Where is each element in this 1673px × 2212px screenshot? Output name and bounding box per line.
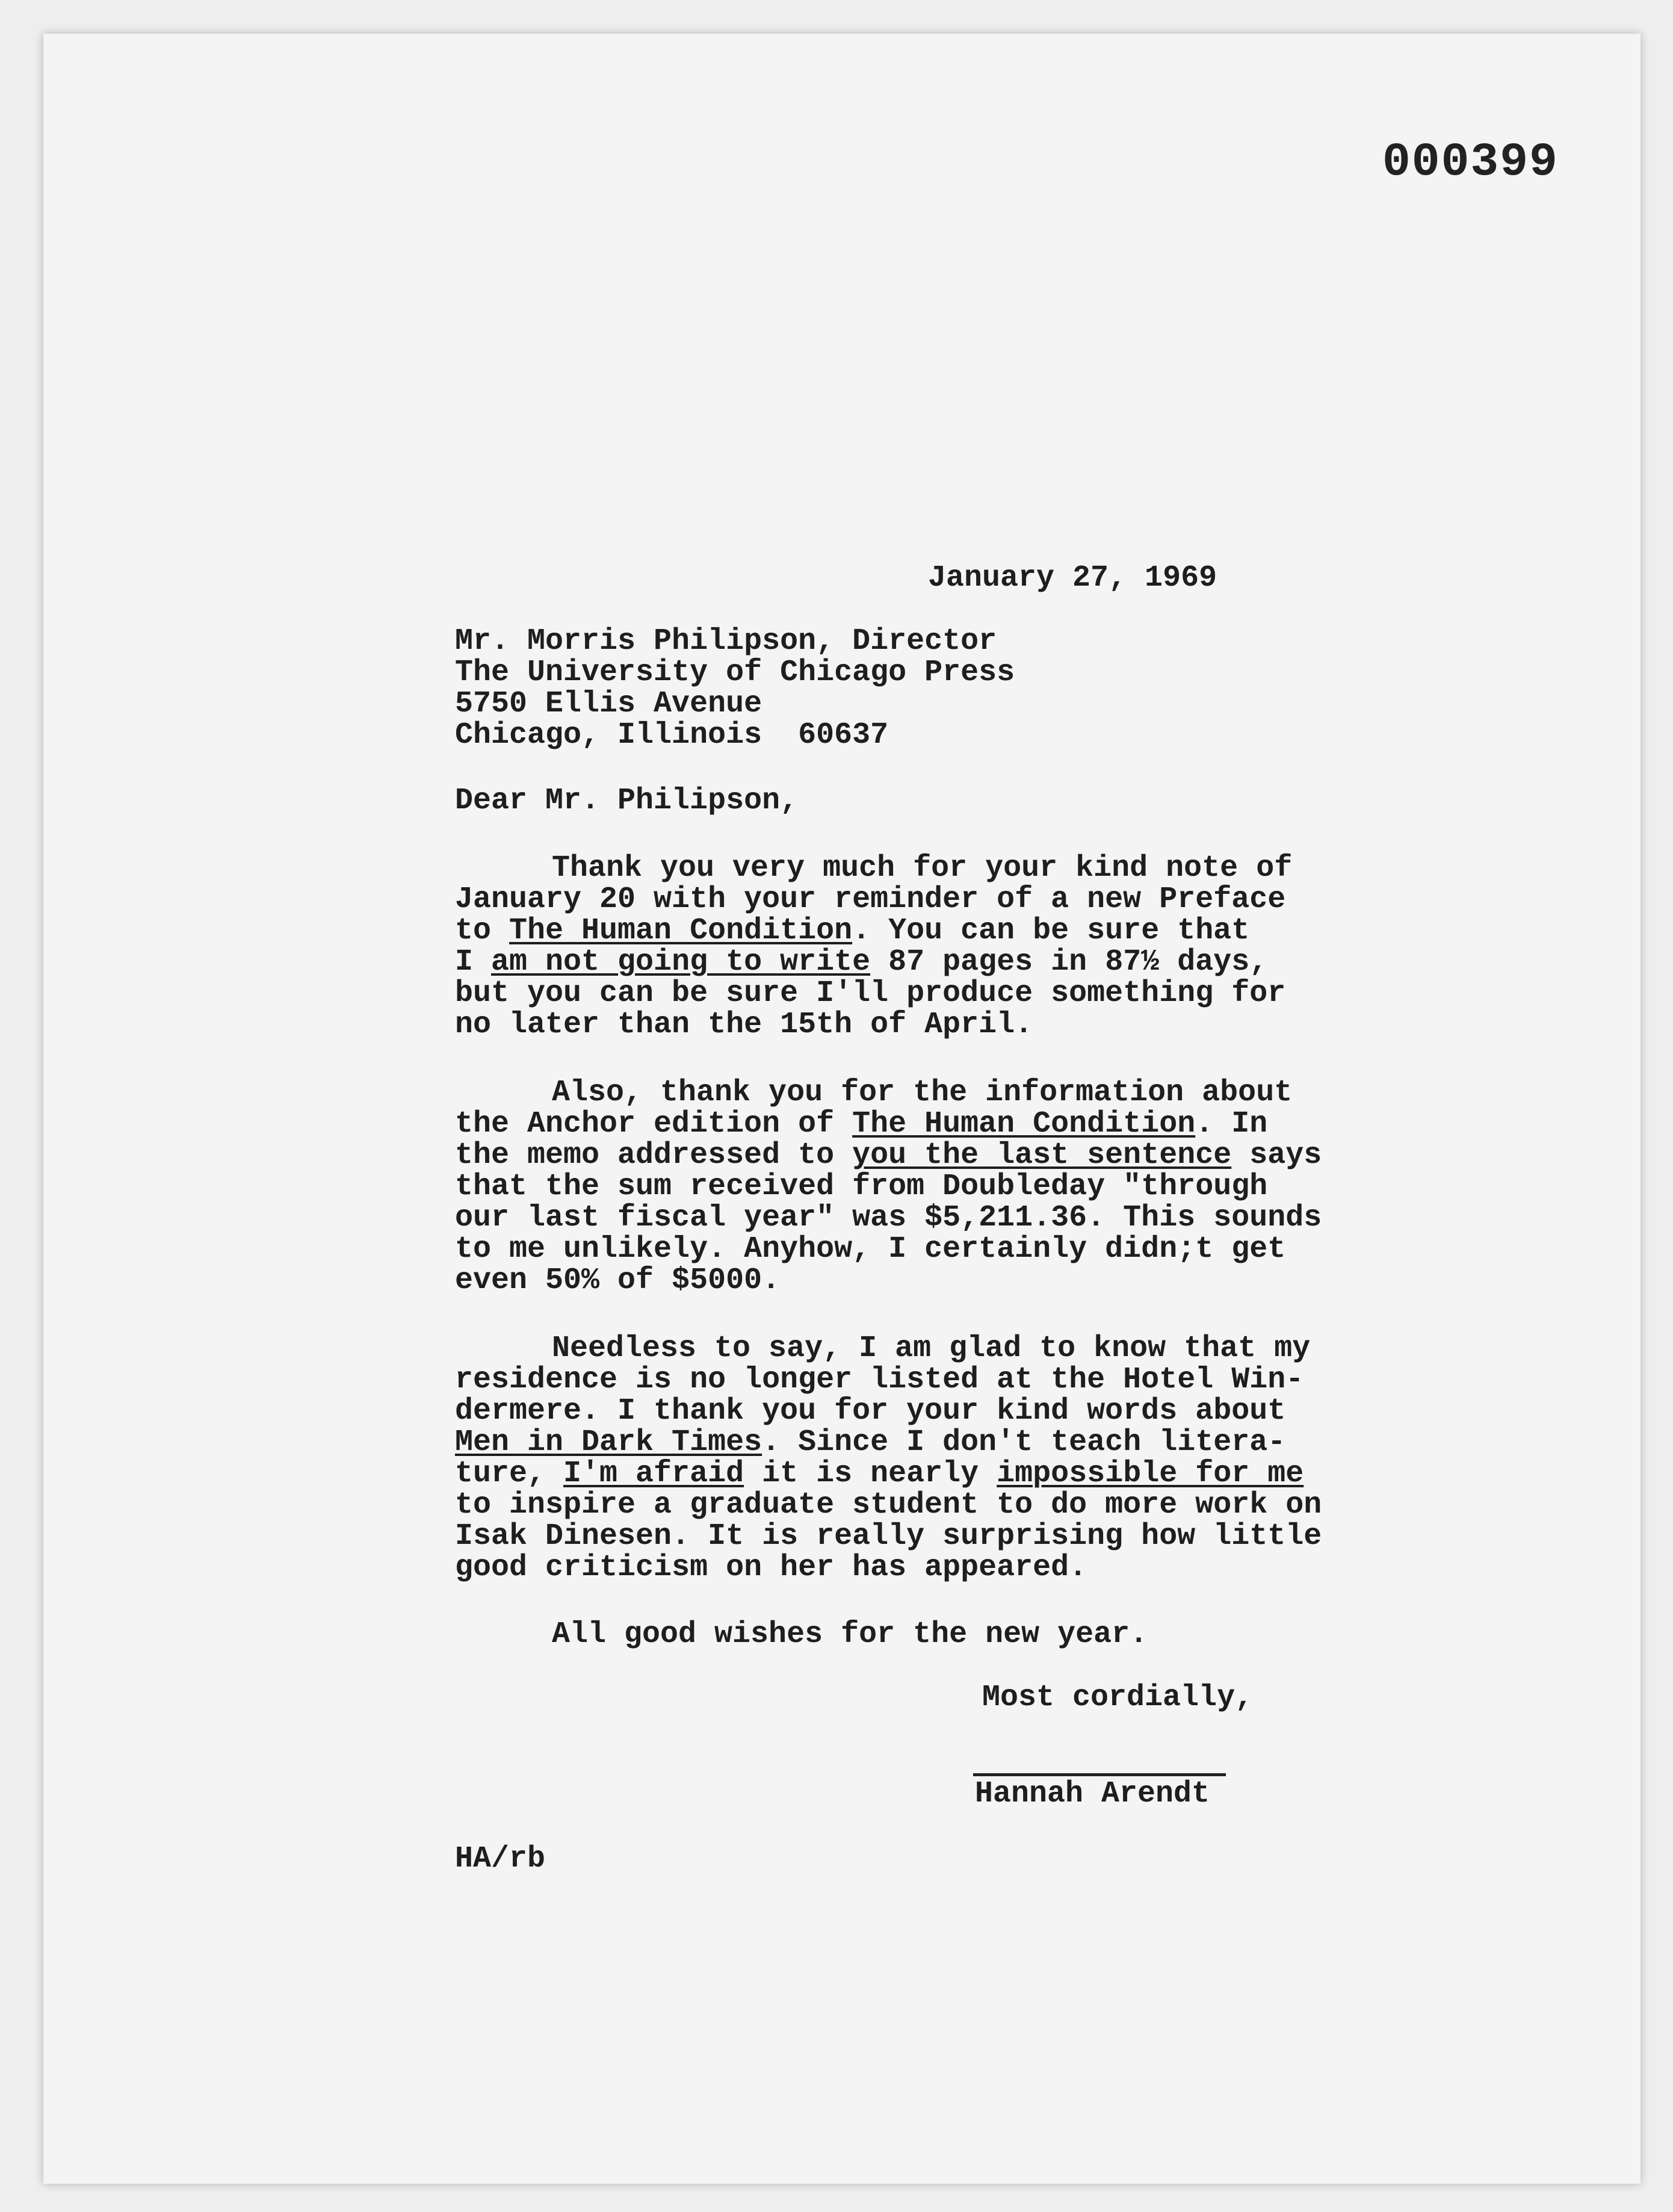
paragraph-1-line-3: to The Human Condition. You can be sure that — [455, 914, 1250, 948]
recipient-line-3: 5750 Ellis Avenue — [455, 687, 762, 721]
paragraph-1-line-6: no later than the 15th of April. — [455, 1008, 1033, 1042]
paragraph-3-line-6: to inspire a graduate student to do more work on — [455, 1488, 1322, 1522]
signature-name: Hannah Arendt — [975, 1777, 1210, 1811]
paragraph-2-line-1: Also, thank you for the information about — [552, 1076, 1293, 1110]
book-title-human-condition: The Human Condition — [509, 914, 853, 948]
paragraph-2-line-7: even 50% of $5000. — [455, 1263, 781, 1298]
recipient-line-1: Mr. Morris Philipson, Director — [455, 624, 997, 658]
paragraph-3-line-5: ture, I'm afraid it is nearly impossible for me — [455, 1457, 1304, 1491]
paragraph-2-line-4: that the sum received from Doubleday "through — [455, 1170, 1268, 1204]
signature-rule — [973, 1773, 1226, 1776]
paragraph-2-line-6: to me unlikely. Anyhow, I certainly didn;t get — [455, 1232, 1286, 1266]
paragraph-3-line-8: good criticism on her has appeared. — [455, 1551, 1087, 1585]
paragraph-2-line-3: the memo addressed to you the last sentence says — [455, 1138, 1322, 1173]
salutation: Dear Mr. Philipson, — [455, 784, 799, 818]
date: January 27, 1969 — [928, 561, 1217, 595]
letter-page — [43, 34, 1641, 2184]
typist-initials: HA/rb — [455, 1842, 546, 1876]
paragraph-3-line-1: Needless to say, I am glad to know that my — [552, 1331, 1311, 1366]
paragraph-2-line-5: our last fiscal year" was $5,211.36. This sounds — [455, 1201, 1322, 1235]
recipient-line-2: The University of Chicago Press — [455, 655, 1015, 690]
paragraph-1-line-2: January 20 with your reminder of a new Preface — [455, 882, 1286, 917]
recipient-line-4: Chicago, Illinois 60637 — [455, 718, 889, 752]
book-title-men-in-dark-times: Men in Dark Times — [455, 1425, 762, 1460]
book-title-human-condition-2: The Human Condition — [852, 1107, 1196, 1141]
paragraph-3-line-7: Isak Dinesen. It is really surprising how little — [455, 1519, 1322, 1554]
paragraph-3-line-3: dermere. I thank you for your kind words about — [455, 1394, 1286, 1428]
paragraph-1-line-4: I am not going to write 87 pages in 87½ days, — [455, 945, 1268, 979]
paragraph-1-line-1: Thank you very much for your kind note of — [552, 851, 1293, 885]
paragraph-3-line-2: residence is no longer listed at the Hotel Win- — [455, 1363, 1304, 1397]
document-number: 000399 — [1382, 136, 1559, 189]
paragraph-2-line-2: the Anchor edition of The Human Condition. In — [455, 1107, 1268, 1141]
closing-wish: All good wishes for the new year. — [552, 1617, 1148, 1652]
paragraph-3-line-4: Men in Dark Times. Since I don't teach litera- — [455, 1425, 1286, 1460]
closing: Most cordially, — [982, 1681, 1254, 1715]
paragraph-1-line-5: but you can be sure I'll produce something for — [455, 976, 1286, 1011]
